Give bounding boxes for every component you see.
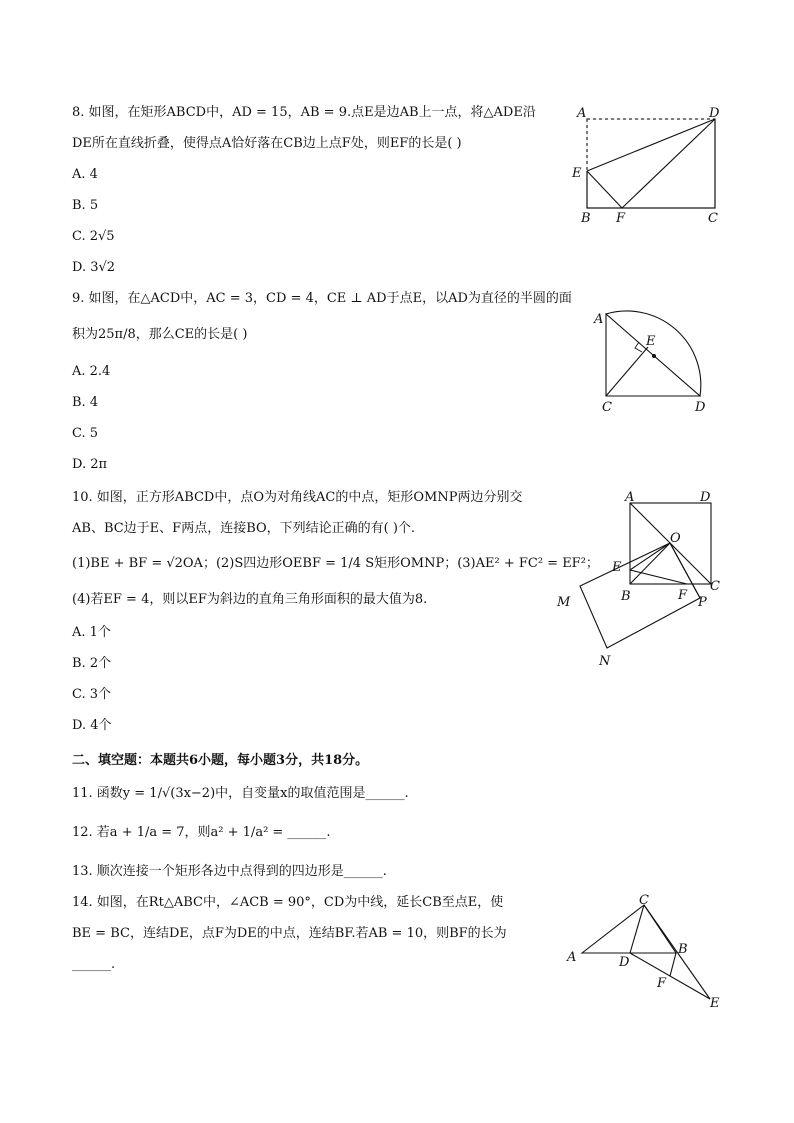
q10-label-n: N bbox=[599, 654, 611, 669]
q14-label-a: A bbox=[567, 950, 577, 965]
q9-label-d: D bbox=[695, 400, 706, 415]
q10-option-d[interactable]: D. 4个 bbox=[72, 718, 112, 733]
q9-line2: 积为25π/8，那么CE的长是( ) bbox=[72, 327, 248, 342]
q10-label-a: A bbox=[625, 490, 635, 505]
q8-line-ef bbox=[587, 171, 622, 208]
q8-line2: DE所在直线折叠，使得点A恰好落在CB边上点F处，则EF的长是( ) bbox=[72, 136, 462, 151]
q8-option-c[interactable]: C. 2√5 bbox=[72, 229, 115, 244]
q13-text: 13. 顺次连接一个矩形各边中点得到的四边形是______. bbox=[72, 864, 387, 879]
q10-label-f: F bbox=[678, 588, 688, 603]
q10-line2: AB、BC边于E、F两点，连接BO，下列结论正确的有( )个. bbox=[72, 521, 416, 536]
q14-line-bf bbox=[670, 953, 676, 976]
q9-right-angle-mark bbox=[635, 342, 642, 352]
q8-label-d: D bbox=[709, 106, 720, 121]
q9-label-c: C bbox=[602, 400, 612, 415]
section-2-heading: 二、填空题：本题共6小题，每小题3分，共18分。 bbox=[72, 753, 369, 768]
q14-line-ce bbox=[644, 905, 710, 999]
q14-label-d: D bbox=[619, 955, 630, 970]
q8-label-a: A bbox=[577, 106, 587, 121]
q9-label-e: E bbox=[646, 334, 656, 349]
q10-line4: (4)若EF = 4，则以EF为斜边的直角三角形面积的最大值为8. bbox=[72, 592, 428, 607]
q14-line3: ______. bbox=[72, 957, 116, 972]
q8-label-c: C bbox=[708, 211, 718, 226]
q8-line-de bbox=[587, 119, 715, 171]
q8-label-f: F bbox=[616, 211, 626, 226]
q11-text: 11. 函数y = 1/√(3x−2)中，自变量x的取值范围是______. bbox=[72, 786, 409, 801]
q14-triangle-abc bbox=[582, 905, 676, 953]
q9-option-c[interactable]: C. 5 bbox=[72, 426, 99, 441]
q14-label-c: C bbox=[639, 893, 649, 908]
q9-option-b[interactable]: B. 4 bbox=[72, 395, 99, 410]
q9-option-d[interactable]: D. 2π bbox=[72, 457, 108, 472]
q10-figure bbox=[550, 488, 730, 673]
q10-option-b[interactable]: B. 2个 bbox=[72, 656, 112, 671]
q14-line2: BE = BC，连结DE，点F为DE的中点，连结BF.若AB = 10，则BF的长为 bbox=[72, 926, 507, 941]
q9-figure bbox=[590, 290, 730, 420]
q14-label-f: F bbox=[657, 976, 667, 991]
q10-label-p: P bbox=[698, 595, 707, 610]
q9-line-ce bbox=[606, 347, 648, 396]
q10-label-b: B bbox=[621, 589, 631, 604]
q10-label-c: C bbox=[710, 579, 720, 594]
q10-label-o: O bbox=[670, 531, 681, 546]
q8-figure bbox=[560, 100, 730, 230]
q10-label-m: M bbox=[557, 595, 571, 610]
q14-median-cd bbox=[630, 905, 644, 953]
q14-label-b: B bbox=[678, 942, 688, 957]
q10-option-c[interactable]: C. 3个 bbox=[72, 687, 112, 702]
q9-label-a: A bbox=[594, 312, 604, 327]
q8-line1: 8. 如图，在矩形ABCD中，AD = 15，AB = 9.点E是边AB上一点，将△ADE沿 bbox=[72, 105, 536, 120]
q10-line3: (1)BE + BF = √2OA；(2)S四边形OEBF = 1/4 S矩形OMNP；(3)AE² + FC² = EF²； bbox=[72, 556, 599, 571]
q10-line-ef bbox=[630, 570, 687, 584]
q10-label-e: E bbox=[612, 560, 622, 575]
q8-line-fd bbox=[622, 119, 715, 208]
q12-text: 12. 若a + 1/a = 7，则a² + 1/a² = ______. bbox=[72, 825, 331, 840]
q9-line1: 9. 如图，在△ACD中，AC = 3，CD = 4，CE ⊥ AD于点E，以AD为直径的半圆的面 bbox=[72, 291, 572, 306]
q8-label-e: E bbox=[572, 166, 582, 181]
q9-option-a[interactable]: A. 2.4 bbox=[72, 364, 111, 379]
q8-option-b[interactable]: B. 5 bbox=[72, 198, 99, 213]
q8-option-d[interactable]: D. 3√2 bbox=[72, 260, 116, 275]
q8-option-a[interactable]: A. 4 bbox=[72, 167, 98, 182]
q14-line1: 14. 如图，在Rt△ABC中，∠ACB = 90°，CD为中线，延长CB至点E，使 bbox=[72, 895, 504, 910]
q14-label-e: E bbox=[710, 996, 720, 1011]
q10-option-a[interactable]: A. 1个 bbox=[72, 625, 111, 640]
q8-label-b: B bbox=[581, 211, 591, 226]
q9-semicircle bbox=[606, 311, 701, 396]
q10-line1: 10. 如图，正方形ABCD中，点O为对角线AC的中点，矩形OMNP两边分别交 bbox=[72, 490, 523, 505]
q9-center-dot bbox=[652, 354, 656, 358]
q10-label-d: D bbox=[700, 490, 711, 505]
q10-line-oe bbox=[630, 543, 670, 570]
q14-figure bbox=[560, 893, 730, 1013]
